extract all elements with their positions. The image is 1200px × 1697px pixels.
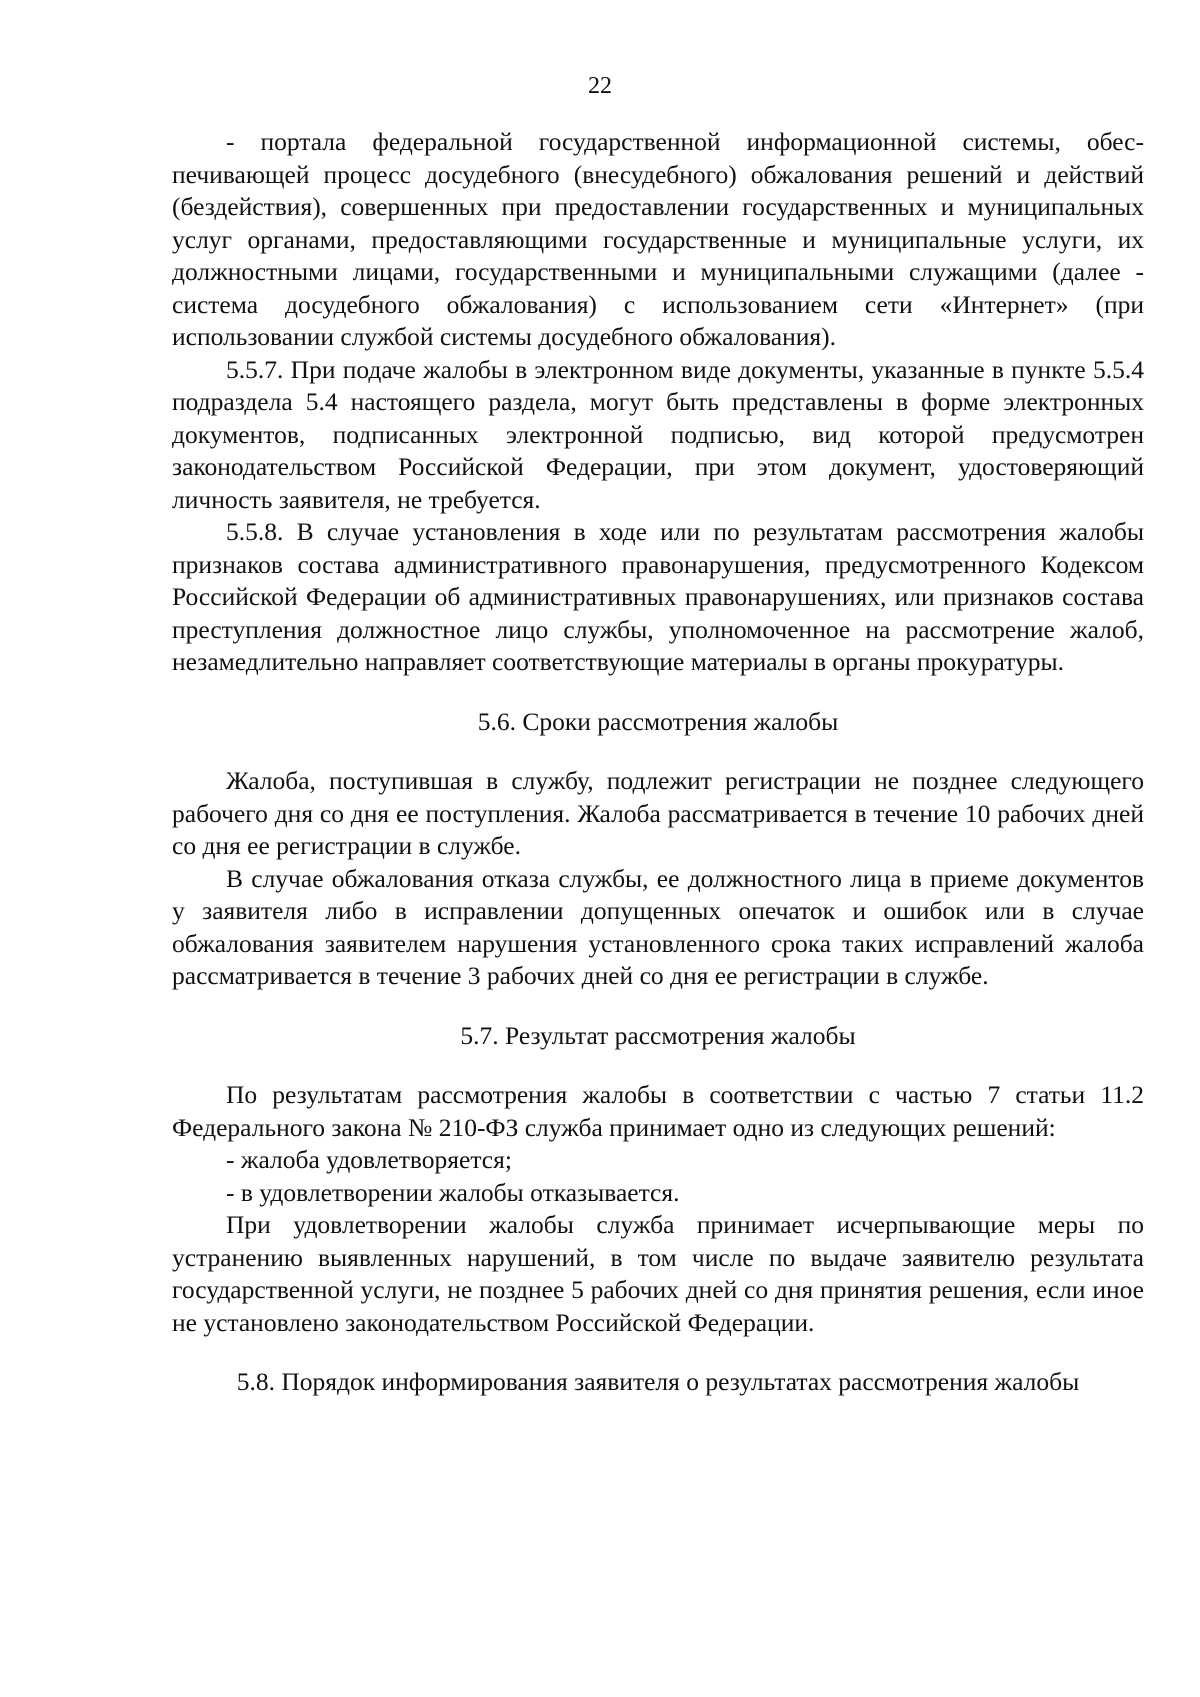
paragraph-satisfaction-measures: При удовлетворении жалобы служба принимает исчерпывающие меры по устранению выявленных нарушений, в том числе по выдаче заявителю результата государственной услуги, не позднее 5 рабочих дней со дня принятия решения, если иное не установлено законодательством Российской Федерации.: [172, 1210, 1144, 1337]
paragraph-5-5-7: 5.5.7. При подаче жалобы в электронном виде документы, указанные в пункте 5.5.4 подраздела 5.4 настоящего раздела, могут быть представлены в форме электронных документов, подписанных электронной подписью, вид которой предусмотрен законодательством Российской Федерации, при этом документ, удостоверяющий личность заявителя, не требуется.: [172, 354, 1144, 514]
paragraph-decision-options: По результатам рассмотрения жалобы в соответствии с частью 7 статьи 11.2 Федерального закона № 210-ФЗ служба принимает одно из следующих решений:: [172, 1080, 1144, 1142]
paragraph-portal: - портала федеральной государственной информационной системы, обеспечивающей процесс досудебного (внесудебного) обжалования решений и действий (бездействия), совершенных при предоставлении государственных и муниципальных услуг органами, предоставляющими государственные и муниципальные услуги, их должностными лицами, государственными и муниципальными служащими (далее - система досудебного обжалования) с использованием сети «Интернет» (при использовании службой системы досудебного обжалования).: [172, 127, 1144, 351]
heading-5-8: 5.8. Порядок информирования заявителя о результатах рассмотрения жалобы: [236, 1367, 1080, 1396]
paragraph-5-5-8: 5.5.8. В случае установления в ходе или по результатам рассмотрения жалобы признаков состава административного правонарушения, предусмотренного Кодексом Российской Федерации об административных правонарушениях, или признаков состава преступления должностное лицо службы, уполномоченное на рассмотрение жалоб, незамедлительно направляет соответствующие материалы в органы прокуратуры.: [172, 517, 1144, 676]
list-item-satisfied: - жалоба удовлетворяется;: [226, 1145, 512, 1174]
document-body: [172, 126, 1144, 1426]
paragraph-refusal-appeal: В случае обжалования отказа службы, ее должностного лица в приеме документов у заявителя либо в исправлении допущенных опечаток и ошибок или в случае обжалования заявителем нарушения установленного срока таких исправлений жалоба рассматривается в течение 3 рабочих дней со дня ее регистрации в службе.: [172, 863, 1144, 990]
list-item-refused: - в удовлетворении жалобы отказывается.: [226, 1177, 680, 1207]
paragraph-registration: Жалоба, поступившая в службу, подлежит регистрации не позднее следующего рабочего дня со дня ее поступления. Жалоба рассматривается в течение 10 рабочих дней со дня ее регистрации в службе.: [172, 766, 1144, 860]
heading-5-6: 5.6. Сроки рассмотрения жалобы: [477, 706, 839, 736]
heading-5-7: 5.7. Результат рассмотрения жалобы: [460, 1020, 856, 1050]
page-number: 22: [588, 73, 612, 99]
